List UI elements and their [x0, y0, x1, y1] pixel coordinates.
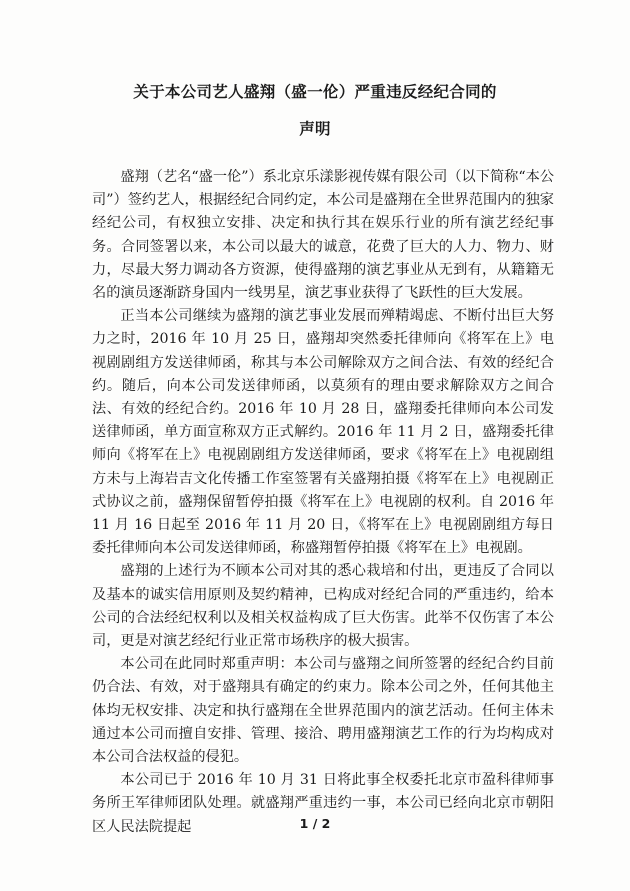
paragraph-4: 本公司在此同时郑重声明：本公司与盛翔之间所签署的经纪合约目前仍合法、有效，对于盛翔具有确定的约束力。除本公司之外，任何其他主体均无权安排、决定和执行盛翔在全世界范围内的演艺活动。任何主体未通过本公司而擅自安排、管理、接洽、聘用盛翔演艺工作的行为均构成对本公司合法权益的侵犯。	[92, 656, 554, 766]
document-title: 关于本公司艺人盛翔（盛一伦）严重违反经纪合同的	[133, 83, 497, 101]
document-body	[92, 166, 554, 839]
paragraph-5: 本公司已于 2016 年 10 月 31 日将此事全权委托北京市盈科律师事务所王军律师团队处理。就盛翔严重违约一事，本公司已经向北京市朝阳区人民法院提起	[92, 772, 554, 835]
document-subtitle: 声明	[299, 120, 331, 138]
paragraph-3: 盛翔的上述行为不顾本公司对其的悉心栽培和付出，更违反了合同以及基本的诚实信用原则及契约精神，已构成对经纪合同的严重违约，给本公司的合法经纪权利以及相关权益构成了巨大伤害。此举不仅伤害了本公司，更是对演艺经纪行业正常市场秩序的极大损害。	[92, 563, 554, 650]
page-number: 1 / 2	[299, 816, 331, 831]
paragraph-2: 正当本公司继续为盛翔的演艺事业发展而殚精竭虑、不断付出巨大努力之时，2016 年 10 月 25 日，盛翔却突然委托律师向《将军在上》电视剧剧组方发送律师函，称其与本公司解除双方之间合法、有效的经纪合约。随后，向本公司发送律师函，以莫须有的理由要求解除双方之间合法、有效的经纪合约。2016 年 10 月 28 日，盛翔委托律师向本公司发送律师函，单方面宣称双方正式解约。2016 年 11 月 2 日，盛翔委托律师向《将军在上》电视剧剧组方发送律师函，要求《将军在上》电视剧组方未与上海岩吉文化传播工作室签署有关盛翔拍摄《将军在上》电视剧正式协议之前，盛翔保留暂停拍摄《将军在上》电视剧的权利。自 2016 年 11 月 16 日起至 2016 年 11 月 20 日，《将军在上》电视剧剧组方每日委托律师向本公司发送律师函，称盛翔暂停拍摄《将军在上》电视剧。	[92, 308, 554, 557]
paragraph-1: 盛翔（艺名“盛一伦”）系北京乐漾影视传媒有限公司（以下简称“本公司”）签约艺人，根据经纪合同约定，本公司是盛翔在全世界范围内的独家经纪公司，有权独立安排、决定和执行其在娱乐行业的所有演艺经纪事务。合同签署以来，本公司以最大的诚意，花费了巨大的人力、物力、财力，尽最大努力调动各方资源，使得盛翔的演艺事业从无到有，从籍籍无名的演员逐渐跻身国内一线男星，演艺事业获得了飞跃性的巨大发展。	[92, 169, 554, 302]
